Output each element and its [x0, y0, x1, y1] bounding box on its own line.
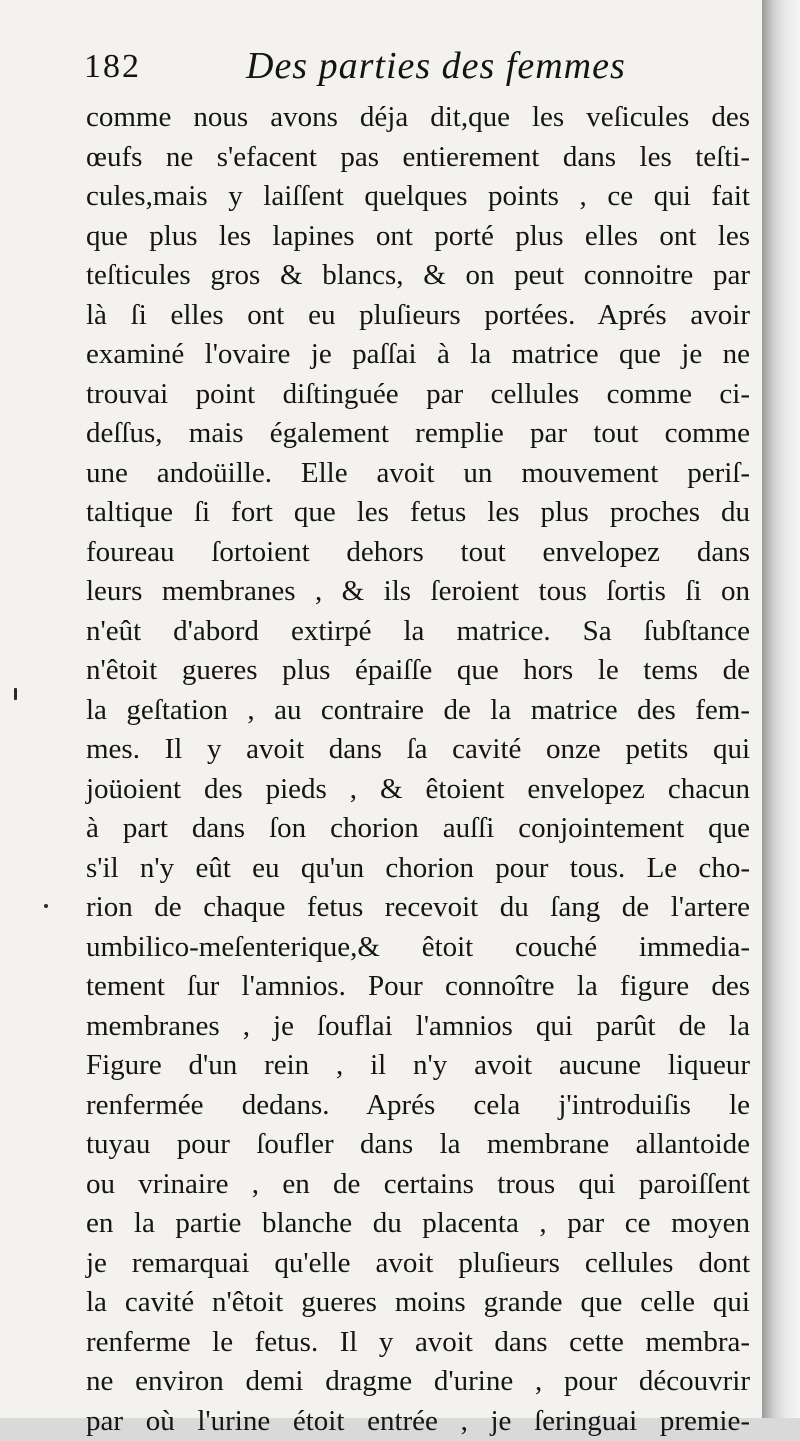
text-line: membranes , je ſouflai l'amnios qui parût de la [86, 1007, 750, 1047]
text-line: là ſi elles ont eu pluſieurs portées. Aprés avoir [86, 296, 750, 336]
text-line: par où l'urine étoit entrée , je ſeringuai premie- [86, 1402, 750, 1441]
text-line: trouvai point diſtinguée par cellules comme ci- [86, 375, 750, 415]
text-line: s'il n'y eût eu qu'un chorion pour tous. Le cho- [86, 849, 750, 889]
text-line: comme nous avons déja dit,que les veſicules des [86, 98, 750, 138]
text-line: renferme le fetus. Il y avoit dans cette membra- [86, 1323, 750, 1363]
text-line: umbilico-meſenterique,& êtoit couché immedia- [86, 928, 750, 968]
text-line: œufs ne s'efacent pas entierement dans les teſti- [86, 138, 750, 178]
ink-speck [14, 688, 17, 700]
running-title: Des parties des femmes [246, 44, 626, 88]
text-line: leurs membranes , & ils ſeroient tous ſortis ſi on [86, 572, 750, 612]
text-line: tuyau pour ſoufler dans la membrane allantoide [86, 1125, 750, 1165]
text-line: examiné l'ovaire je paſſai à la matrice que je ne [86, 335, 750, 375]
text-line: foureau ſortoient dehors tout envelopez dans [86, 533, 750, 573]
text-line: mes. Il y avoit dans ſa cavité onze petits qui [86, 730, 750, 770]
text-line: n'eût d'abord extirpé la matrice. Sa ſubſtance [86, 612, 750, 652]
text-line: Figure d'un rein , il n'y avoit aucune liqueur [86, 1046, 750, 1086]
text-line: en la partie blanche du placenta , par ce moyen [86, 1204, 750, 1244]
text-line: à part dans ſon chorion auſſi conjointement que [86, 809, 750, 849]
text-line: la cavité n'êtoit gueres moins grande que celle qui [86, 1283, 750, 1323]
text-line: taltique ſi fort que les fetus les plus proches du [86, 493, 750, 533]
text-line: teſticules gros & blancs, & on peut connoitre par [86, 256, 750, 296]
text-line: rion de chaque fetus recevoit du ſang de l'artere [86, 888, 750, 928]
body-text [86, 98, 750, 1441]
page-gutter [762, 0, 800, 1418]
text-line: cules,mais y laiſſent quelques points , ce qui fait [86, 177, 750, 217]
text-line: je remarquai qu'elle avoit pluſieurs cellules dont [86, 1244, 750, 1284]
text-line: n'êtoit gueres plus épaiſſe que hors le tems de [86, 651, 750, 691]
running-head [84, 44, 724, 96]
text-line: deſſus, mais également remplie par tout comme [86, 414, 750, 454]
text-line: la geſtation , au contraire de la matrice des fem- [86, 691, 750, 731]
text-line: ne environ demi dragme d'urine , pour découvrir [86, 1362, 750, 1402]
text-line: joüoient des pieds , & êtoient envelopez chacun [86, 770, 750, 810]
ink-speck [44, 904, 48, 908]
page-number: 182 [84, 48, 141, 86]
text-line: une andoüille. Elle avoit un mouvement periſ- [86, 454, 750, 494]
text-line: ou vrinaire , en de certains trous qui paroiſſent [86, 1165, 750, 1205]
text-line: tement ſur l'amnios. Pour connoître la figure des [86, 967, 750, 1007]
text-line: que plus les lapines ont porté plus elles ont les [86, 217, 750, 257]
text-line: renfermée dedans. Aprés cela j'introduiſis le [86, 1086, 750, 1126]
